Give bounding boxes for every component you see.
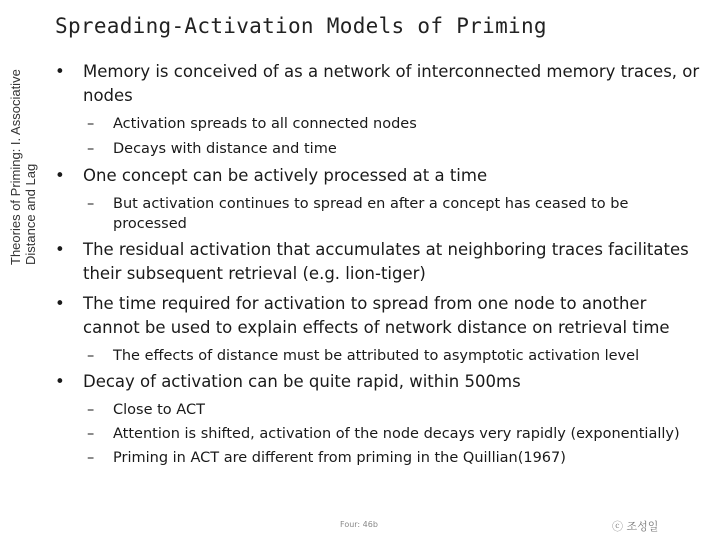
bullet-text: One concept can be actively processed at a time [83,166,488,185]
sub-bullet-item [55,346,705,366]
bullet-item [55,60,705,108]
sub-bullet-item [55,400,705,420]
bullet-text: The residual activation that accumulates at neighboring traces facilitates their subsequent retrieval (e.g. lion-tiger) [83,240,689,283]
sub-bullet-text: Priming in ACT are different from priming in the Quillian(1967) [113,450,566,466]
bullet-item [55,370,705,394]
bullet-text: Decay of activation can be quite rapid, within 500ms [83,372,521,391]
bullet-marker: • [55,166,65,185]
dash-marker: – [87,196,95,212]
dash-marker: – [87,450,95,466]
bullet-text: Memory is conceived of as a network of interconnected memory traces, or nodes [83,62,700,105]
bullet-text: The time required for activation to spread from one node to another cannot be used to explain effects of network distance on retrieval time [83,294,670,337]
dash-marker: – [87,426,95,442]
bullet-item [55,164,705,188]
sub-bullet-text: Activation spreads to all connected nodes [113,116,417,132]
sub-bullet-text: Decays with distance and time [113,141,337,157]
sub-bullet-text: But activation continues to spread en after a concept has ceased to be processed [113,196,629,232]
dash-marker: – [87,348,95,364]
sub-bullet-item [55,424,705,444]
dash-marker: – [87,141,95,157]
slide-title: Spreading-Activation Models of Priming [55,14,547,38]
sub-bullet-item [55,448,705,468]
slide-footer: Four: 46b [340,520,378,529]
sub-bullet-item [55,194,705,234]
bullet-marker: • [55,294,65,313]
sub-bullet-item [55,139,705,160]
bullet-item [55,238,705,286]
dash-marker: – [87,402,95,418]
sub-bullet-text: The effects of distance must be attributed to asymptotic activation level [113,348,640,364]
slide-body [55,60,705,472]
sub-bullet-item [55,114,705,135]
bullet-marker: • [55,62,65,81]
bullet-item [55,292,705,340]
author-credit: ⓒ 조성일 [612,520,659,533]
sub-bullet-text: Attention is shifted, activation of the node decays very rapidly (exponentially) [113,426,680,442]
dash-marker: – [87,116,95,132]
bullet-marker: • [55,240,65,259]
sidebar-caption: Theories of Priming: I. Associative Distance and Lag [8,69,38,265]
sub-bullet-text: Close to ACT [113,402,205,418]
bullet-marker: • [55,372,65,391]
